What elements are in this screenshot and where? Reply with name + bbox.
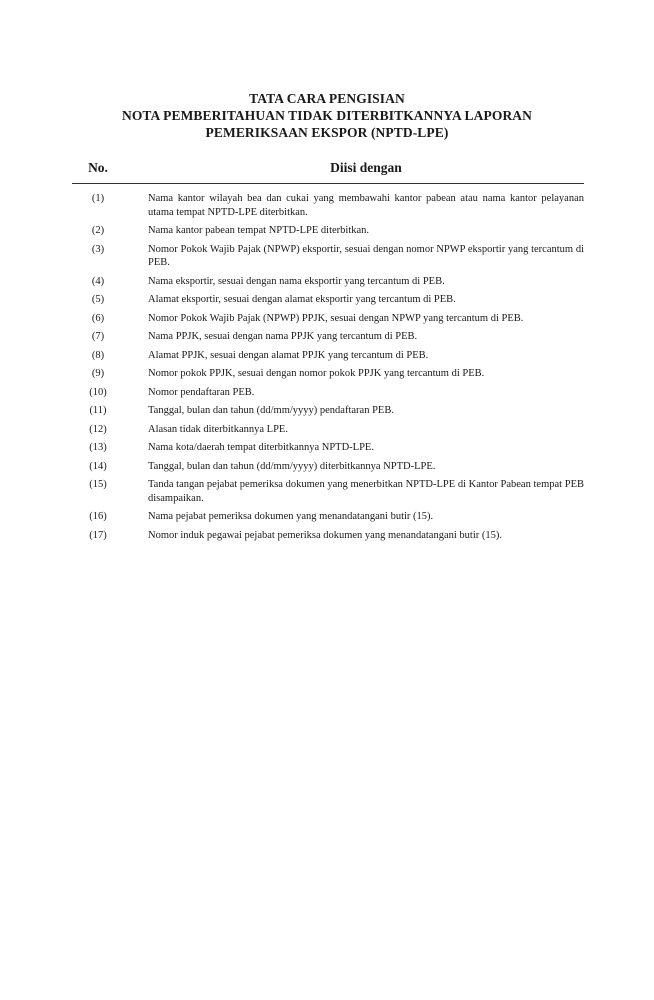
- table-row: [72, 510, 584, 524]
- title-line-2: NOTA PEMBERITAHUAN TIDAK DITERBITKANNYA LAPORAN: [121, 108, 532, 123]
- row-description: Nama kantor wilayah bea dan cukai yang membawahi kantor pabean atau nama kantor pelayanan utama tempat NPTD-LPE diterbitkan.: [148, 193, 584, 218]
- table-row: [72, 478, 584, 505]
- row-number: (7): [91, 331, 105, 342]
- table-row: [72, 330, 584, 344]
- row-number: (13): [89, 442, 107, 453]
- row-number: (15): [89, 479, 107, 490]
- row-description: Nomor pokok PPJK, sesuai dengan nomor pokok PPJK yang tercantum di PEB.: [148, 368, 485, 379]
- row-number: (4): [91, 275, 105, 287]
- row-number: (2): [91, 225, 105, 236]
- document-title: [0, 90, 654, 141]
- table-row: [72, 423, 584, 437]
- row-description: Nomor induk pegawai pejabat pemeriksa dokumen yang menandatangani butir (15).: [148, 529, 502, 541]
- header-divider: [72, 183, 584, 184]
- row-number: (17): [89, 529, 107, 541]
- table-row: [72, 404, 584, 418]
- row-description: Nama kota/daerah tempat diterbitkannya NPTD-LPE.: [148, 442, 374, 453]
- title-line-1: TATA CARA PENGISIAN: [249, 91, 405, 106]
- row-description: Alasan tidak diterbitkannya LPE.: [148, 423, 288, 435]
- row-number: (11): [89, 405, 107, 416]
- row-description: Nama kantor pabean tempat NPTD-LPE diterbitkan.: [148, 225, 370, 236]
- table-header: [72, 160, 584, 180]
- table-row: [72, 367, 584, 381]
- row-description: Tanggal, bulan dan tahun (dd/mm/yyyy) pendaftaran PEB.: [148, 405, 394, 416]
- table-row: [72, 441, 584, 455]
- row-description: Nomor Pokok Wajib Pajak (NPWP) PPJK, sesuai dengan NPWP yang tercantum di PEB.: [148, 312, 524, 324]
- table-row: [72, 529, 584, 543]
- instruction-list: [72, 192, 584, 547]
- row-description: Alamat PPJK, sesuai dengan alamat PPJK yang tercantum di PEB.: [148, 349, 429, 361]
- title-line-3: PEMERIKSAAN EKSPOR (NPTD-LPE): [205, 125, 449, 140]
- table-row: [72, 192, 584, 219]
- row-description: Tanda tangan pejabat pemeriksa dokumen yang menerbitkan NPTD-LPE di Kantor Pabean tempat PEB disampaikan.: [148, 479, 584, 504]
- table-row: [72, 349, 584, 363]
- row-number: (10): [89, 386, 107, 398]
- table-row: [72, 312, 584, 326]
- row-description: Nomor Pokok Wajib Pajak (NPWP) eksportir, sesuai dengan nomor NPWP eksportir yang tercantum di PEB.: [148, 243, 584, 268]
- row-number: (12): [89, 423, 107, 435]
- table-row: [72, 243, 584, 270]
- table-row: [72, 224, 584, 238]
- table-row: [72, 460, 584, 474]
- table-row: [72, 386, 584, 400]
- row-number: (6): [91, 312, 105, 324]
- row-number: (9): [91, 368, 105, 379]
- row-description: Nama pejabat pemeriksa dokumen yang menandatangani butir (15).: [148, 511, 434, 522]
- row-number: (16): [89, 511, 107, 522]
- row-description: Alamat eksportir, sesuai dengan alamat eksportir yang tercantum di PEB.: [148, 294, 456, 305]
- row-number: (8): [91, 349, 105, 361]
- header-no: No.: [88, 160, 108, 175]
- row-number: (3): [91, 243, 105, 255]
- row-description: Nomor pendaftaran PEB.: [148, 386, 255, 398]
- row-number: (14): [89, 460, 107, 472]
- header-fill: Diisi dengan: [330, 160, 402, 175]
- table-row: [72, 293, 584, 307]
- row-description: Nama eksportir, sesuai dengan nama eksportir yang tercantum di PEB.: [148, 275, 445, 287]
- row-description: Tanggal, bulan dan tahun (dd/mm/yyyy) diterbitkannya NPTD-LPE.: [148, 460, 436, 472]
- row-description: Nama PPJK, sesuai dengan nama PPJK yang tercantum di PEB.: [148, 331, 418, 342]
- row-number: (5): [91, 294, 105, 305]
- table-row: [72, 275, 584, 289]
- row-number: (1): [91, 193, 105, 204]
